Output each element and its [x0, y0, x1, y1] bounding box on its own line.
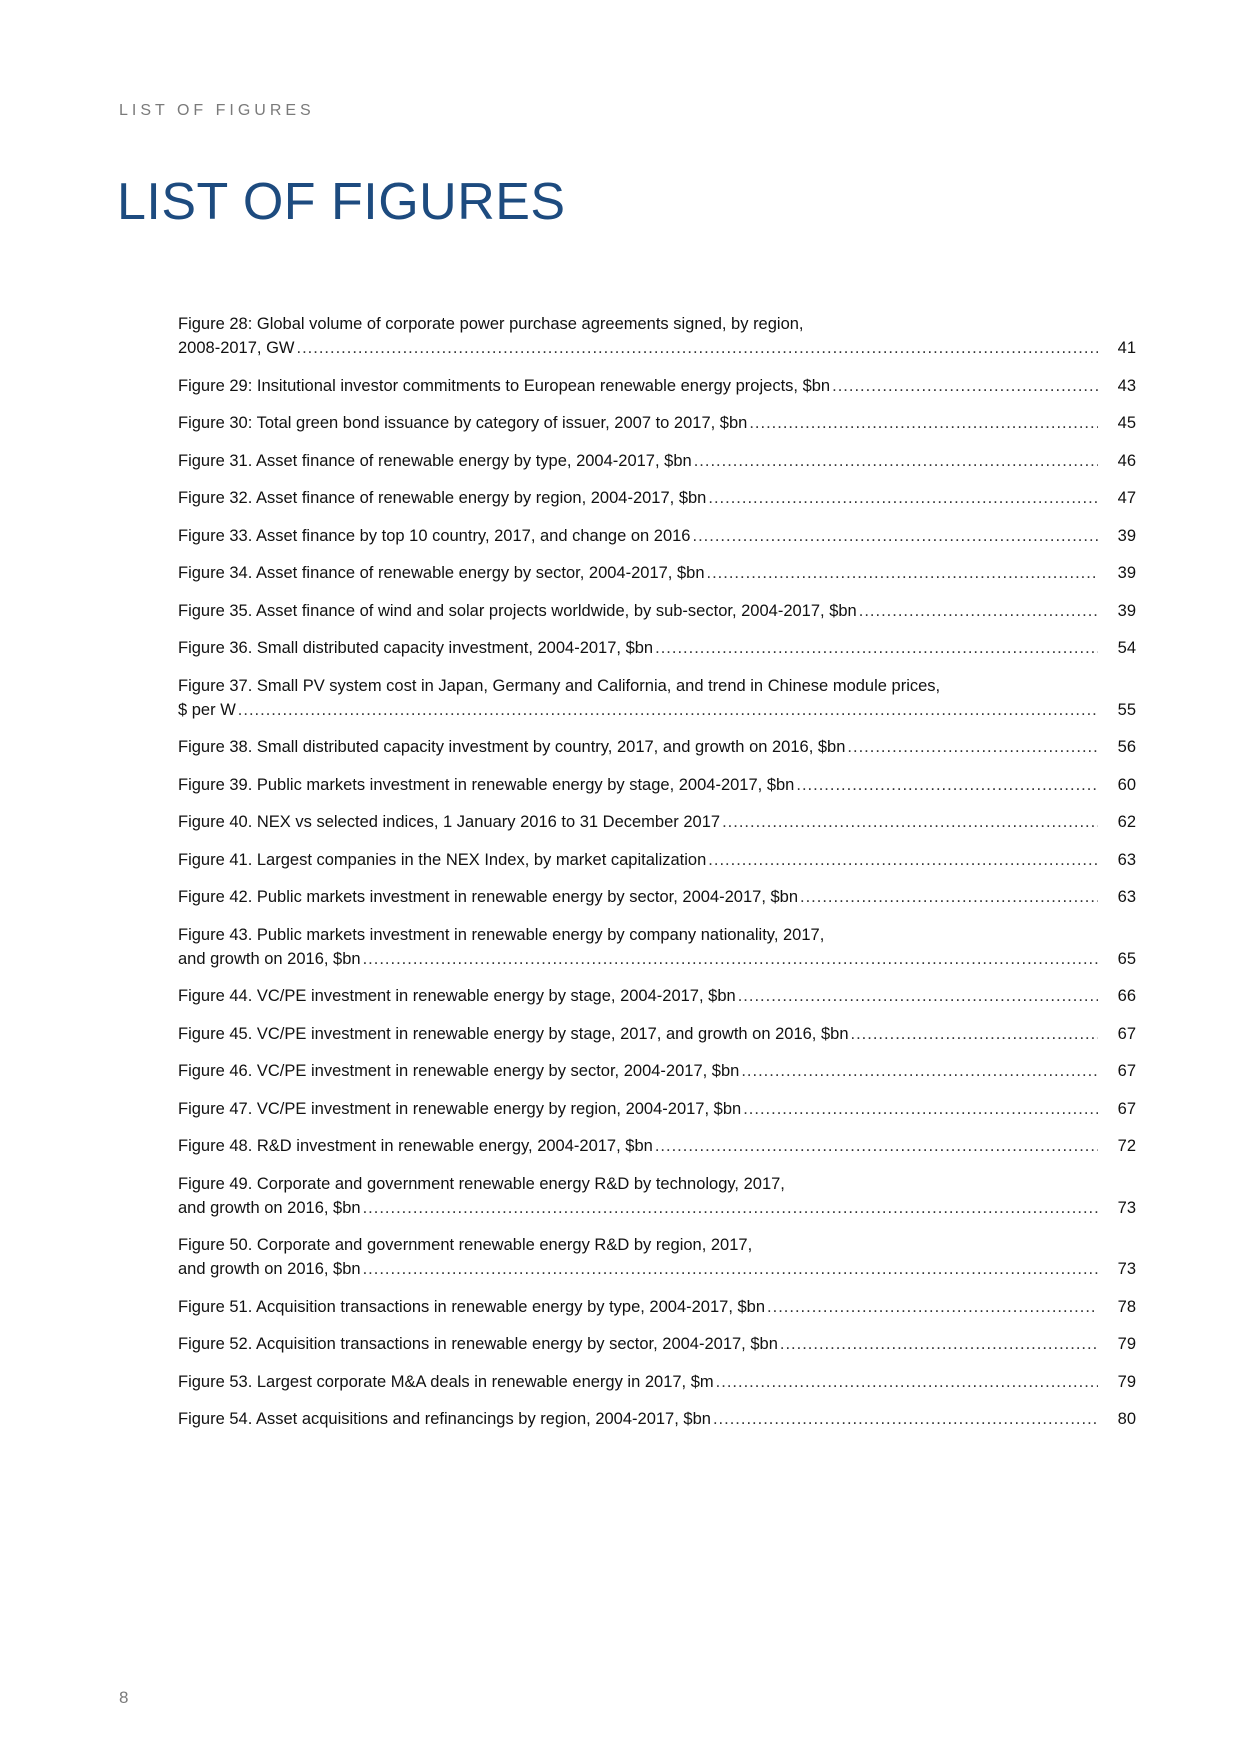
toc-entry-title-line: Figure 37. Small PV system cost in Japan, Germany and California, and trend in Chinese module prices, [178, 676, 941, 695]
toc-entry[interactable] [178, 636, 1136, 660]
toc-entry-row [178, 735, 1136, 759]
dot-leader [655, 636, 1098, 660]
toc-entry-title: Figure 42. Public markets investment in renewable energy by sector, 2004-2017, $bn [178, 888, 799, 906]
toc-entry-row [178, 524, 1136, 548]
dot-leader [716, 1370, 1098, 1394]
toc-entry[interactable] [178, 1233, 1136, 1281]
toc-entry-title-line: Figure 50. Corporate and government renewable energy R&D by region, 2017, [178, 1236, 753, 1254]
toc-entry-title-line: Figure 28: Global volume of corporate power purchase agreements signed, by region, [178, 315, 804, 333]
toc-entry-row [178, 1059, 1136, 1083]
toc-entry[interactable] [178, 1097, 1136, 1121]
running-header: LIST OF FIGURES [119, 102, 315, 119]
toc-entry-row [178, 773, 1136, 797]
toc-entry-page-number: 66 [1117, 987, 1136, 1005]
toc-entry-page-number: 73 [1117, 1198, 1136, 1217]
dot-leader [713, 1407, 1098, 1431]
toc-entry-title: Figure 31. Asset finance of renewable energy by type, 2004-2017, $bn [178, 451, 692, 470]
toc-entry[interactable] [178, 411, 1136, 435]
toc-entry-title: and growth on 2016, $bn [178, 1198, 361, 1217]
page-number: 8 [119, 1688, 129, 1707]
dot-leader [296, 336, 1098, 360]
toc-entry-row [178, 947, 1136, 971]
toc-entry-title: Figure 48. R&D investment in renewable energy, 2004-2017, $bn [178, 1137, 653, 1155]
toc-entry-title: Figure 47. VC/PE investment in renewable energy by region, 2004-2017, $bn [178, 1099, 742, 1118]
toc-entry-row [178, 449, 1136, 473]
toc-entry-title: $ per W [178, 700, 236, 719]
toc-entry[interactable] [178, 810, 1136, 834]
toc-entry-row [178, 1257, 1136, 1281]
toc-entry-title: Figure 41. Largest companies in the NEX Index, by market capitalization [178, 850, 707, 869]
dot-leader [655, 1134, 1098, 1158]
toc-entry-page-number: 39 [1117, 601, 1136, 620]
toc-entry-title: Figure 39. Public markets investment in renewable energy by stage, 2004-2017, $bn [178, 775, 795, 794]
toc-entry-title: Figure 36. Small distributed capacity investment, 2004-2017, $bn [178, 639, 654, 657]
dot-leader [741, 1059, 1098, 1083]
toc-entry-page-number: 78 [1117, 1297, 1136, 1316]
toc-entry[interactable] [178, 1407, 1136, 1431]
toc-entry-page-number: 73 [1117, 1260, 1136, 1278]
toc-entry[interactable] [178, 923, 1136, 971]
list-of-figures [178, 312, 1136, 1445]
toc-entry[interactable] [178, 599, 1136, 623]
toc-entry[interactable] [178, 735, 1136, 759]
dot-leader [363, 1257, 1098, 1281]
toc-entry-row [178, 636, 1136, 660]
toc-entry-page-number: 67 [1117, 1099, 1136, 1118]
toc-entry-page-number: 54 [1117, 639, 1136, 657]
dot-leader [767, 1295, 1098, 1319]
toc-entry-row [178, 599, 1136, 623]
toc-entry[interactable] [178, 1370, 1136, 1394]
dot-leader [694, 449, 1098, 473]
toc-entry-row [178, 486, 1136, 510]
toc-entry-title: Figure 40. NEX vs selected indices, 1 January 2016 to 31 December 2017 [178, 813, 721, 831]
dot-leader [847, 735, 1098, 759]
dot-leader [859, 599, 1098, 623]
toc-entry-page-number: 60 [1117, 775, 1136, 794]
toc-entry[interactable] [178, 773, 1136, 797]
dot-leader [796, 773, 1098, 797]
toc-entry-title-line: Figure 49. Corporate and government renewable energy R&D by technology, 2017, [178, 1174, 785, 1193]
toc-entry[interactable] [178, 1332, 1136, 1356]
toc-entry[interactable] [178, 561, 1136, 585]
toc-entry-page-number: 45 [1117, 414, 1136, 432]
toc-entry-title: Figure 30: Total green bond issuance by category of issuer, 2007 to 2017, $bn [178, 414, 748, 432]
toc-entry-page-number: 67 [1117, 1062, 1136, 1080]
page-title: LIST OF FIGURES [117, 173, 566, 231]
toc-entry-title: Figure 54. Asset acquisitions and refinancings by region, 2004-2017, $bn [178, 1410, 711, 1428]
toc-entry[interactable] [178, 1059, 1136, 1083]
toc-entry-title: Figure 29: Insitutional investor commitments to European renewable energy projects, $bn [178, 376, 831, 395]
toc-entry-page-number: 39 [1117, 564, 1136, 582]
toc-entry-row [178, 848, 1136, 872]
toc-entry[interactable] [178, 1295, 1136, 1319]
toc-entry-page-number: 65 [1117, 949, 1136, 968]
toc-entry-row [178, 984, 1136, 1008]
dot-leader [780, 1332, 1098, 1356]
toc-entry-title: and growth on 2016, $bn [178, 949, 361, 968]
toc-entry-row [178, 1407, 1136, 1431]
toc-entry-title: Figure 45. VC/PE investment in renewable energy by stage, 2017, and growth on 2016, $bn [178, 1024, 849, 1043]
toc-entry[interactable] [178, 374, 1136, 398]
toc-entry-title: Figure 53. Largest corporate M&A deals in renewable energy in 2017, $m [178, 1372, 714, 1391]
toc-entry-row [178, 1196, 1136, 1220]
dot-leader [708, 848, 1098, 872]
dot-leader [722, 810, 1098, 834]
toc-entry-title: Figure 52. Acquisition transactions in renewable energy by sector, 2004-2017, $bn [178, 1335, 778, 1353]
toc-entry-title: Figure 34. Asset finance of renewable energy by sector, 2004-2017, $bn [178, 564, 705, 582]
dot-leader [708, 486, 1098, 510]
toc-entry-title: Figure 35. Asset finance of wind and solar projects worldwide, by sub-sector, 2004-2017, $bn [178, 601, 857, 620]
toc-entry[interactable] [178, 1134, 1136, 1158]
toc-entry[interactable] [178, 848, 1136, 872]
toc-entry-row [178, 561, 1136, 585]
toc-entry[interactable] [178, 486, 1136, 510]
toc-entry-title: Figure 51. Acquisition transactions in renewable energy by type, 2004-2017, $bn [178, 1297, 766, 1316]
toc-entry-row [178, 411, 1136, 435]
toc-entry[interactable] [178, 1022, 1136, 1046]
toc-entry-row [178, 698, 1136, 722]
dot-leader [800, 885, 1098, 909]
toc-entry-page-number: 55 [1117, 700, 1136, 719]
toc-entry-page-number: 56 [1117, 738, 1136, 756]
toc-entry-page-number: 62 [1117, 813, 1136, 831]
dot-leader [707, 561, 1098, 585]
dot-leader [363, 1196, 1098, 1220]
toc-entry[interactable] [178, 885, 1136, 909]
toc-entry-title: Figure 32. Asset finance of renewable energy by region, 2004-2017, $bn [178, 489, 707, 507]
toc-entry-row [178, 810, 1136, 834]
dot-leader [363, 947, 1098, 971]
toc-entry-row [178, 885, 1136, 909]
toc-entry-page-number: 47 [1117, 489, 1136, 507]
toc-entry[interactable] [178, 524, 1136, 548]
toc-entry-page-number: 79 [1117, 1372, 1136, 1391]
dot-leader [238, 698, 1098, 722]
toc-entry-title: Figure 38. Small distributed capacity investment by country, 2017, and growth on 2016, $bn [178, 738, 846, 756]
toc-entry-page-number: 43 [1117, 376, 1136, 395]
toc-entry-row [178, 374, 1136, 398]
toc-entry-title: 2008-2017, GW [178, 339, 295, 357]
toc-entry-row [178, 1134, 1136, 1158]
dot-leader [743, 1097, 1098, 1121]
toc-entry-page-number: 80 [1117, 1410, 1136, 1428]
dot-leader [832, 374, 1098, 398]
toc-entry-page-number: 46 [1117, 451, 1136, 470]
toc-entry-title-line: Figure 43. Public markets investment in renewable energy by company nationality, 2017, [178, 925, 825, 944]
toc-entry-page-number: 39 [1117, 526, 1136, 545]
toc-entry[interactable] [178, 449, 1136, 473]
toc-entry-page-number: 79 [1117, 1335, 1136, 1353]
toc-entry-row [178, 1295, 1136, 1319]
toc-entry-row [178, 1022, 1136, 1046]
dot-leader [692, 524, 1098, 548]
toc-entry-row [178, 1332, 1136, 1356]
toc-entry-title: Figure 46. VC/PE investment in renewable energy by sector, 2004-2017, $bn [178, 1062, 740, 1080]
toc-entry-title: Figure 44. VC/PE investment in renewable energy by stage, 2004-2017, $bn [178, 987, 736, 1005]
toc-entry-title: and growth on 2016, $bn [178, 1260, 361, 1278]
toc-entry-page-number: 63 [1117, 888, 1136, 906]
toc-entry-page-number: 41 [1117, 339, 1136, 357]
toc-entry-page-number: 63 [1117, 850, 1136, 869]
toc-entry[interactable] [178, 984, 1136, 1008]
toc-entry[interactable] [178, 674, 1136, 722]
dot-leader [749, 411, 1098, 435]
toc-entry-row [178, 336, 1136, 360]
toc-entry-row [178, 1097, 1136, 1121]
toc-entry-page-number: 72 [1117, 1137, 1136, 1155]
dot-leader [851, 1022, 1098, 1046]
toc-entry-title: Figure 33. Asset finance by top 10 country, 2017, and change on 2016 [178, 526, 691, 545]
toc-entry-row [178, 1370, 1136, 1394]
toc-entry-page-number: 67 [1117, 1024, 1136, 1043]
toc-entry[interactable] [178, 1172, 1136, 1220]
toc-entry[interactable] [178, 312, 1136, 360]
dot-leader [738, 984, 1098, 1008]
